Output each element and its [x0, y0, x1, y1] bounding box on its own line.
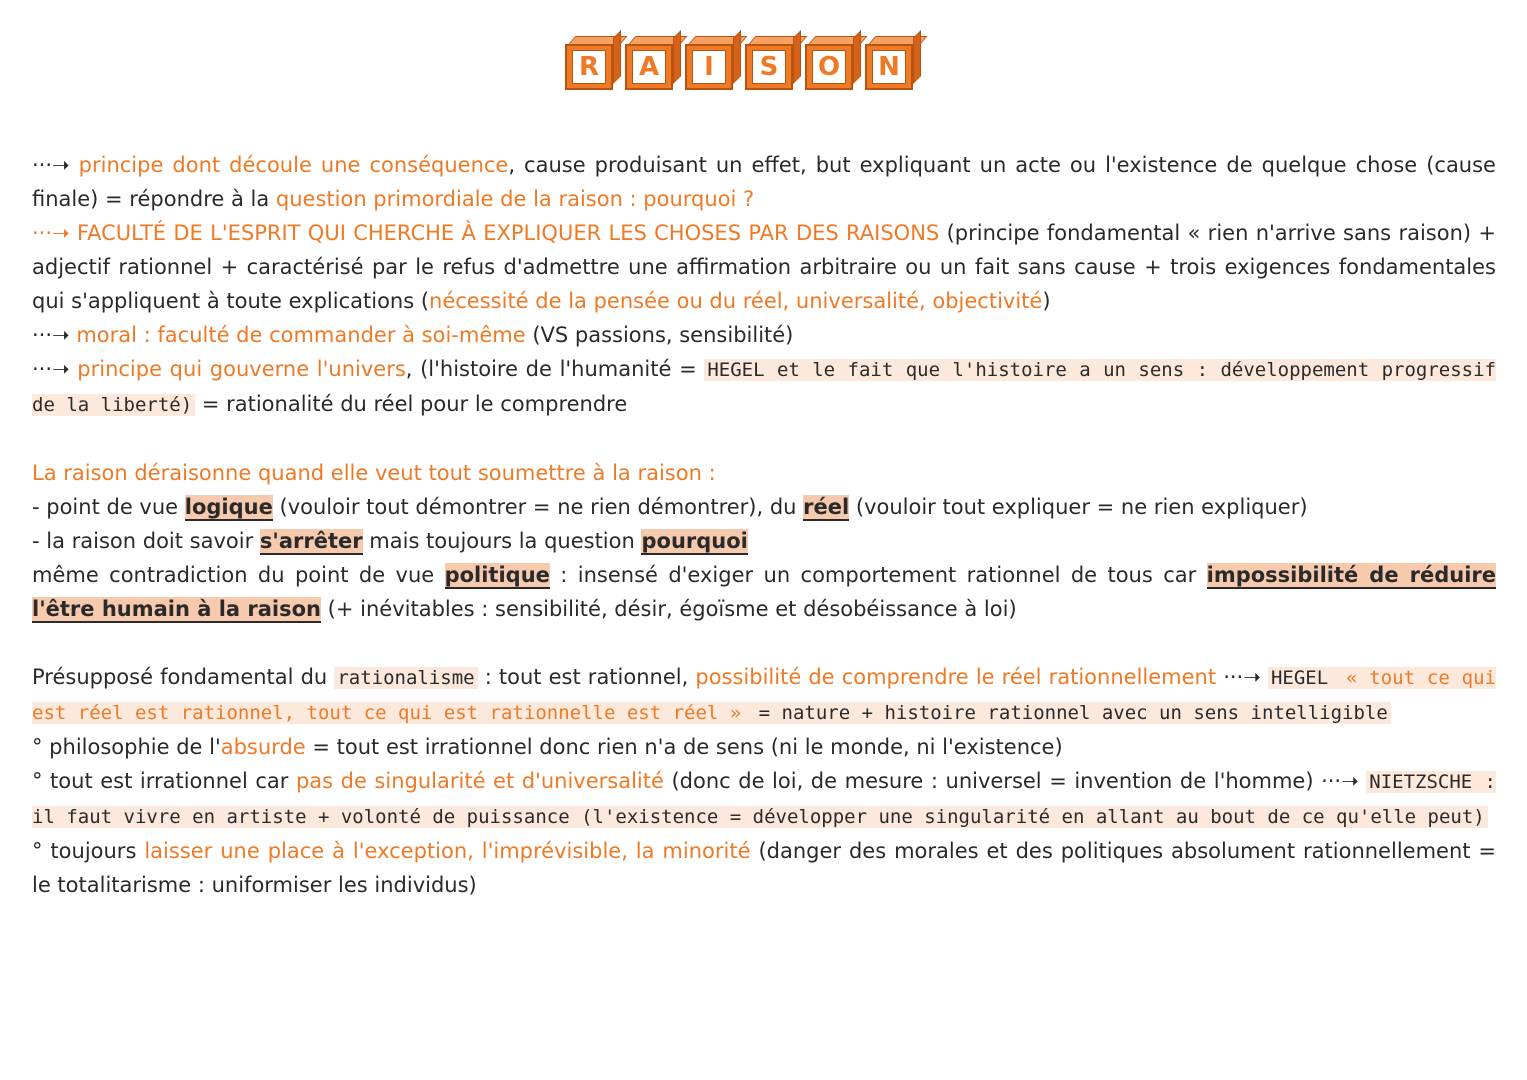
title-block-o: O — [805, 36, 861, 90]
title-block-i: I — [685, 36, 741, 90]
paragraph-rationalisme: Présupposé fondamental du rationalisme : tout est rationnel, possibilité de comprendre le réel rationnellement ···➝ HEGEL « tout ce qui est réel est rationnel, tout ce qui est rationnelle est réel » = nature + histoire rationnel avec un sens intelligible — [32, 665, 1496, 724]
title-block-a: A — [625, 36, 681, 90]
bullet-exception: ° toujours laisser une place à l'exception, l'imprévisible, la minorité (danger des morales et des politiques absolument rationnellement = le totalitarisme : uniformiser les individus) — [32, 839, 1497, 897]
title-block-n: N — [865, 36, 921, 90]
section-heading: La raison déraisonne quand elle veut tout soumettre à la raison : — [32, 461, 716, 485]
paragraph-politique: même contradiction du point de vue politique : insensé d'exiger un comportement rationnel de tous car impossibilité de réduire l'être humain à la raison (+ inévitables : sensibilité, désir, égoïsme et désobéissance à loi) — [32, 563, 1496, 621]
definition-3: ···➝ moral : faculté de commander à soi-même (VS passions, sensibilité) — [32, 323, 794, 347]
bullet-nietzsche: ° tout est irrationnel car pas de singularité et d'universalité (donc de loi, de mesure : universel = invention de l'homme) ···➝ NIETZSCHE : il faut vivre en artiste + volonté de puissance (l'existence = développer une singularité en allant au bout de ce qu'elle peut) — [32, 769, 1496, 828]
arrow-icon: ···➝ — [32, 323, 70, 347]
definition-1: ···➝ principe dont découle une conséquence, cause produisant un effet, but expliquant un acte ou l'existence de quelque chose (cause finale) = répondre à la question primordiale de la raison : pourquoi ? — [32, 153, 1496, 211]
page-title — [565, 36, 921, 90]
title-block-r: R — [565, 36, 621, 90]
arrow-icon: ···➝ — [32, 357, 70, 381]
arrow-icon: ···➝ — [1223, 665, 1261, 689]
notes-body — [32, 148, 1496, 902]
definition-2: ···➝ FACULTÉ DE L'ESPRIT QUI CHERCHE À EXPLIQUER LES CHOSES PAR DES RAISONS (principe fondamental « rien n'arrive sans raison) + adjectif rationnel + caractérisé par le refus d'admettre une affirmation arbitraire ou un fait sans cause + trois exigences fondamentales qui s'appliquent à toute explications (nécessité de la pensée ou du réel, universalité, objectivité) — [32, 221, 1496, 313]
arrow-icon: ···➝ — [32, 221, 70, 245]
definition-4: ···➝ principe qui gouverne l'univers, (l'histoire de l'humanité = HEGEL et le fait que l'histoire a un sens : développement progressif de la liberté) = rationalité du réel pour le comprendre — [32, 357, 1496, 416]
arrow-icon: ···➝ — [32, 153, 70, 177]
bullet-logique: - point de vue logique (vouloir tout démontrer = ne rien démontrer), du réel (vouloir tout expliquer = ne rien expliquer) — [32, 495, 1308, 519]
bullet-absurde: ° philosophie de l'absurde = tout est irrationnel donc rien n'a de sens (ni le monde, ni l'existence) — [32, 735, 1063, 759]
bullet-arreter: - la raison doit savoir s'arrêter mais toujours la question pourquoi — [32, 529, 748, 553]
arrow-icon: ···➝ — [1321, 769, 1359, 793]
title-block-s: S — [745, 36, 801, 90]
